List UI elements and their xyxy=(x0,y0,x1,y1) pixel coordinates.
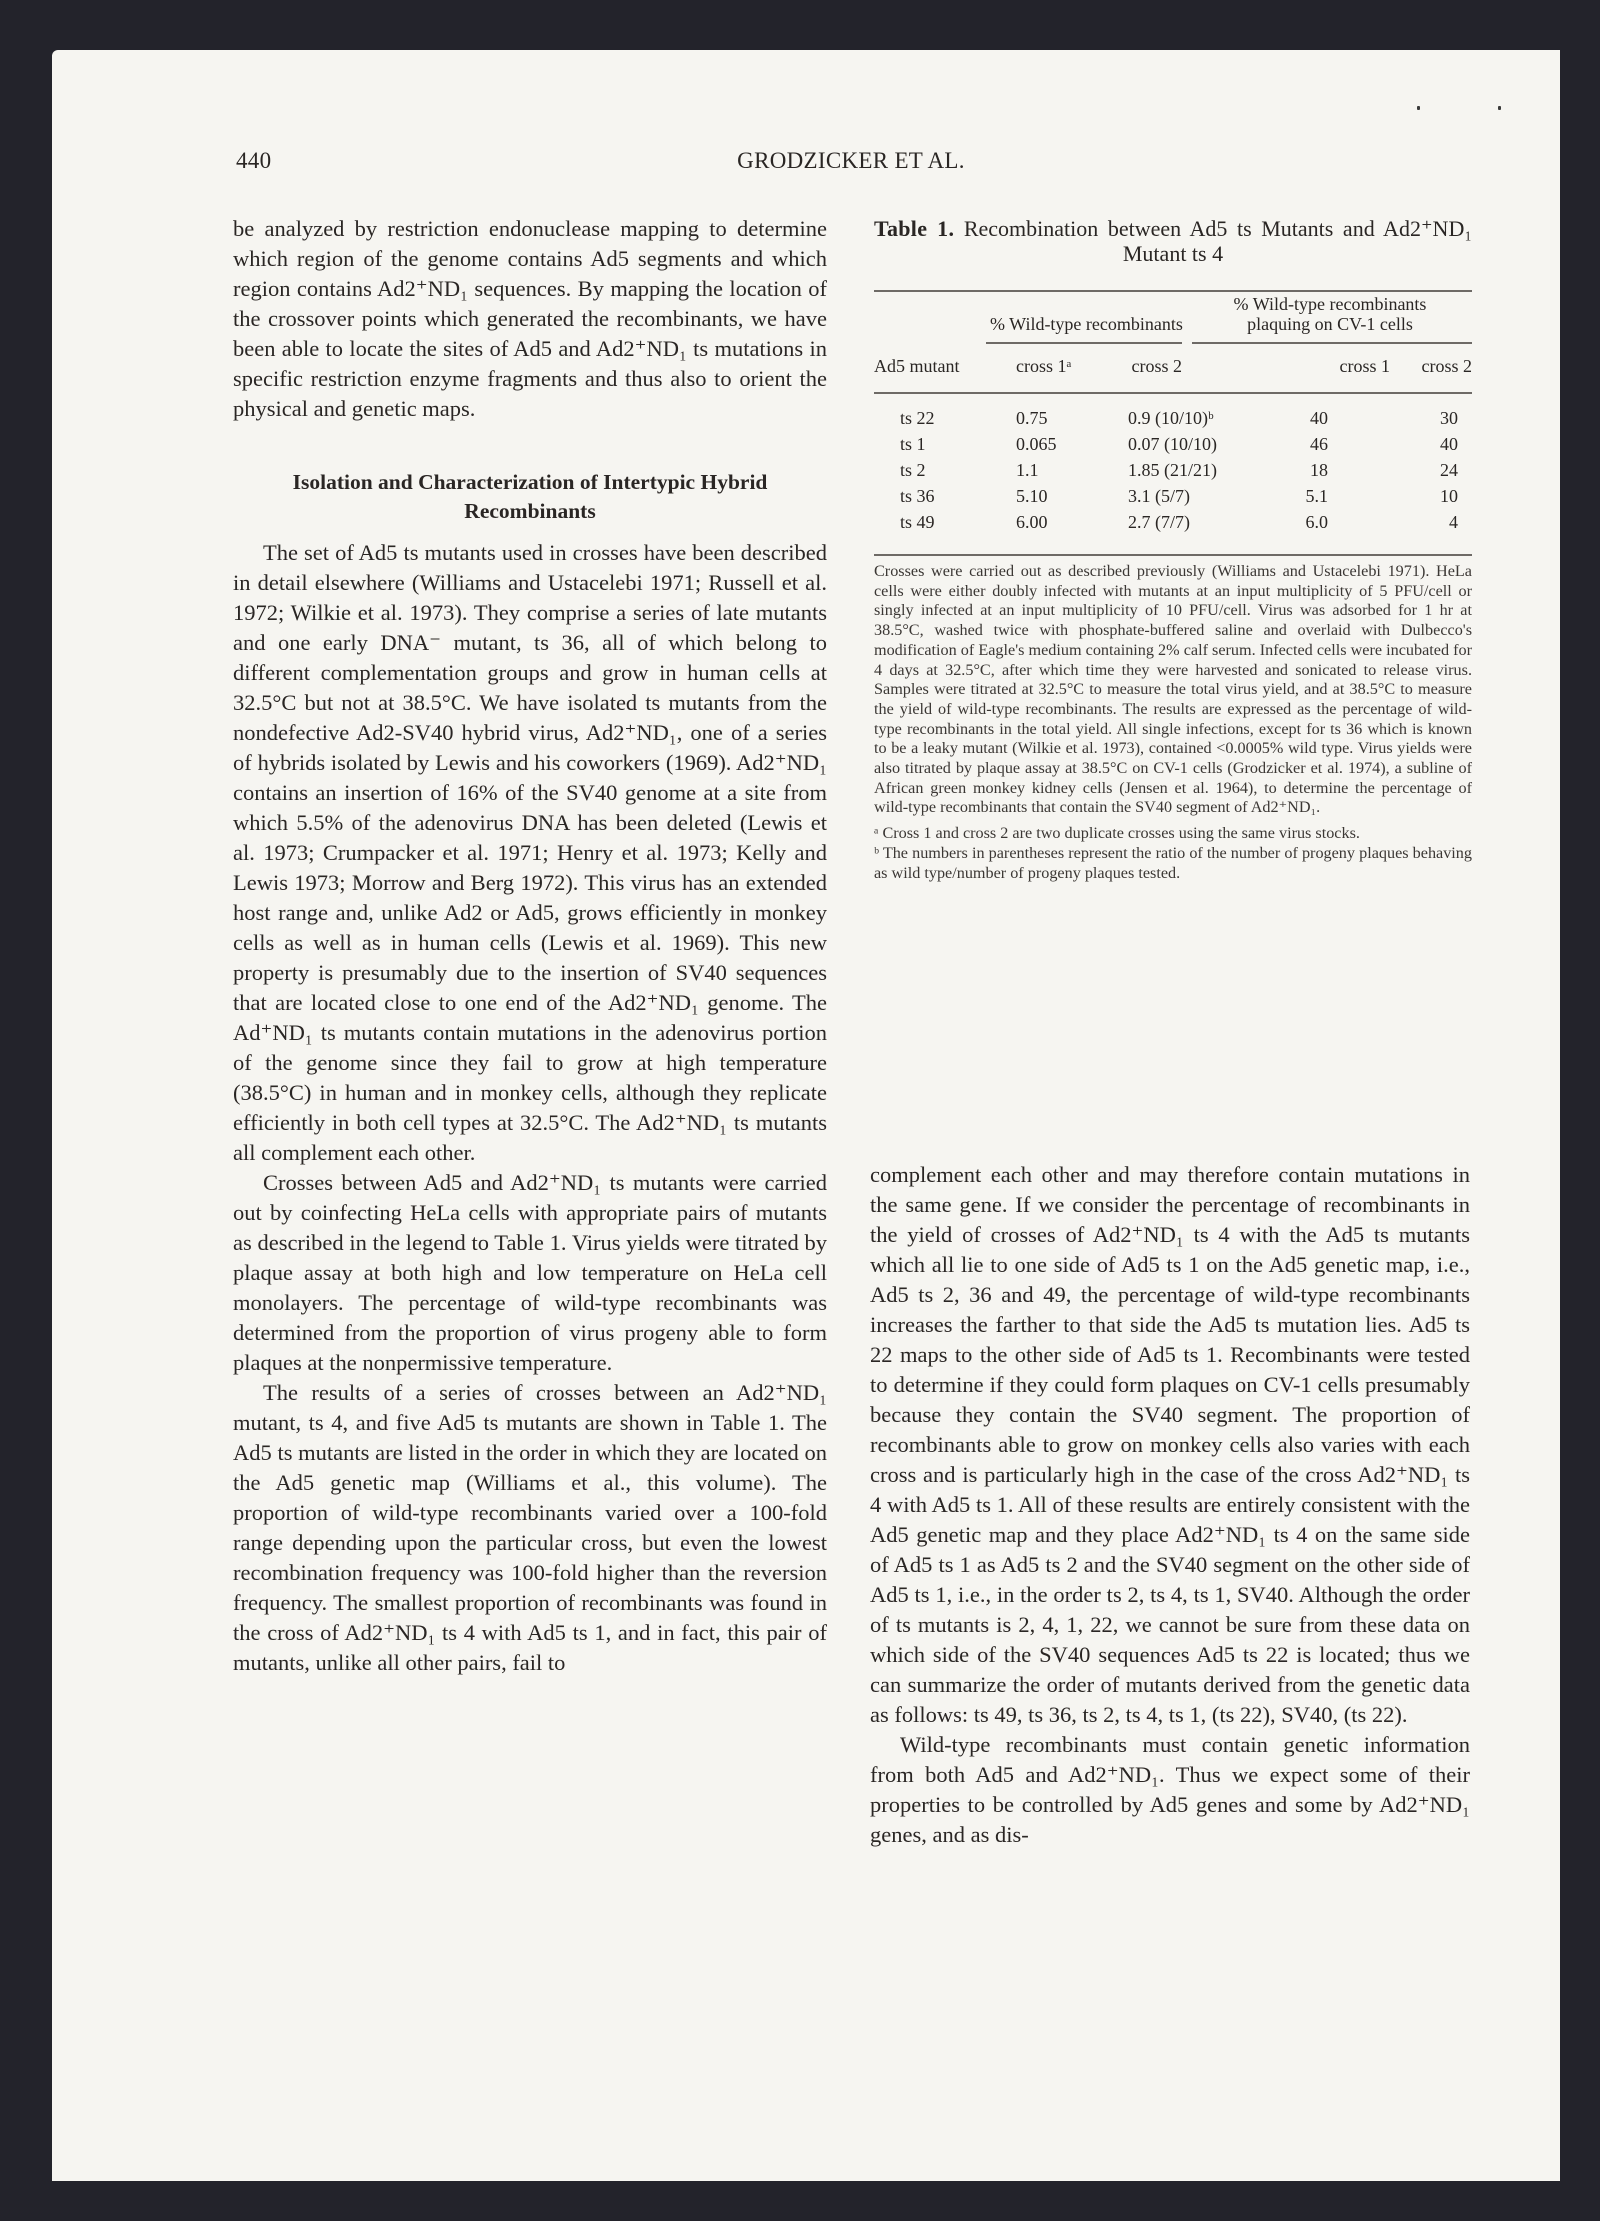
group-rule-2 xyxy=(1192,342,1472,344)
col-header: cross 1 xyxy=(1339,356,1390,376)
group-header-wild-type: % Wild-type recombinants xyxy=(990,314,1183,334)
table-cell: 40 xyxy=(1440,434,1458,454)
table-cell: 3.1 (5/7) xyxy=(1128,486,1190,506)
table-cell: 0.065 xyxy=(1016,434,1057,454)
row-mutant-label: ts 49 xyxy=(900,512,935,532)
table-cell: 1.1 xyxy=(1016,460,1039,480)
table-cell: 5.1 xyxy=(1305,486,1328,506)
table-label: Table 1. xyxy=(874,216,955,241)
col-header: cross 1ᵃ xyxy=(1016,356,1072,376)
table-cell: 6.00 xyxy=(1016,512,1048,532)
paragraph: The results of a series of crosses between an Ad2⁺ND₁ mutant, ts 4, and five Ad5 ts mutants are shown in Table 1. The Ad5 ts mutants are listed in the order in which they are located on the Ad5 genetic map (Williams et al., this volume). The proportion of wild-type recombinants varied over a 100-fold range depending upon the particular cross, but even the lowest recombination frequency was 100-fold higher than the reversion frequency. The smallest proportion of recombinants was found in the cross of Ad2⁺ND₁ ts 4 with Ad5 ts 1, and in fact, this pair of mutants, unlike all other pairs, fail to xyxy=(233,1380,827,1675)
table-cell: 30 xyxy=(1440,408,1458,428)
table-cell: 6.0 xyxy=(1305,512,1328,532)
footnote-b: ᵇ The numbers in parentheses represent the ratio of the number of progeny plaques behaving as wild type/number of progeny plaques tested. xyxy=(874,843,1472,882)
col-header: cross 2 xyxy=(1421,356,1472,376)
paragraph: complement each other and may therefore contain mutations in the same gene. If we consider the percentage of recombinants in the yield of crosses of Ad2⁺ND₁ ts 4 with the Ad5 ts mutants which all lie to one side of Ad5 ts 1 on the Ad5 genetic map, i.e., Ad5 ts 2, 36 and 49, the percentage of wild-type recombinants increases the farther to that side the Ad5 ts mutation lies. Ad5 ts 22 maps to the other side of Ad5 ts 1. Recombinants were tested to determine if they could form plaques on CV-1 cells presumably because they contain the SV40 segment. The proportion of recombinants able to grow on monkey cells also varies with each cross and is particularly high in the case of the cross Ad2⁺ND₁ ts 4 with Ad5 ts 1. All of these results are entirely consistent with the Ad5 genetic map and they place Ad2⁺ND₁ ts 4 on the same side of Ad5 ts 1 as Ad5 ts 2 and the SV40 segment on the other side of Ad5 ts 1, i.e., in the order ts 2, ts 4, ts 1, SV40. Although the order of ts mutants is 2, 4, 1, 22, we cannot be sure from these data on which side of the SV40 sequences Ad5 ts 22 is located; thus we can summarize the order of mutants derived from the genetic data as follows: ts 49, ts 36, ts 2, ts 4, ts 1, (ts 22), SV40, (ts 22). xyxy=(870,1162,1470,1727)
section-heading: Isolation and Characterization of Intertypic Hybrid Recombinants xyxy=(292,470,768,523)
table-cell: 0.9 (10/10)ᵇ xyxy=(1128,408,1214,428)
speck xyxy=(1498,106,1501,110)
running-title: GRODZICKER ET AL. xyxy=(737,148,965,173)
left-column xyxy=(233,214,827,1678)
page-number: 440 xyxy=(236,148,272,173)
right-column xyxy=(870,1160,1470,1850)
table-cell: 18 xyxy=(1310,460,1328,480)
col-header: cross 2 xyxy=(1131,356,1182,376)
row-mutant-label: ts 36 xyxy=(900,486,935,506)
table-1 xyxy=(874,216,1472,883)
table-bottom-rule xyxy=(874,554,1472,556)
table-caption xyxy=(874,216,1472,266)
table-cell: 40 xyxy=(1310,408,1328,428)
paragraph: The set of Ad5 ts mutants used in crosses have been described in detail elsewhere (Williams and Ustacelebi 1971; Russell et al. 1972; Wilkie et al. 1973). They comprise a series of late mutants and one early DNA⁻ mutant, ts 36, all of which belong to different complementation groups and grow in human cells at 32.5°C but not at 38.5°C. We have isolated ts mutants from the nondefective Ad2-SV40 hybrid virus, Ad2⁺ND₁, one of a series of hybrids isolated by Lewis and his coworkers (1969). Ad2⁺ND₁ contains an insertion of 16% of the SV40 genome at a site from which 5.5% of the adenovirus DNA has been deleted (Lewis et al. 1973; Crumpacker et al. 1971; Henry et al. 1973; Kelly and Lewis 1973; Morrow and Berg 1972). This virus has an extended host range and, unlike Ad2 or Ad5, grows efficiently in monkey cells as well as in human cells (Lewis et al. 1969). This new property is presumably due to the insertion of SV40 sequences that are located close to one end of the Ad2⁺ND₁ genome. The Ad⁺ND₁ ts mutants contain mutations in the adenovirus portion of the genome since they fail to grow at high temperature (38.5°C) in human and in monkey cells, although they replicate efficiently in both cell types at 32.5°C. The Ad2⁺ND₁ ts mutants all complement each other. xyxy=(233,540,827,1165)
table-cell: 46 xyxy=(1310,434,1328,454)
table-cell: 5.10 xyxy=(1016,486,1048,506)
header-rule xyxy=(874,392,1472,394)
col-header: Ad5 mutant xyxy=(874,356,960,376)
paragraph: be analyzed by restriction endonuclease mapping to determine which region of the genome contains Ad5 segments and which region contains Ad2⁺ND₁ sequences. By mapping the location of the crossover points which generated the recombinants, we have been able to locate the sites of Ad5 and Ad2⁺ND₁ ts mutations in specific restriction enzyme fragments and thus also to orient the physical and genetic maps. xyxy=(233,216,827,421)
table-title: Recombination between Ad5 ts Mutants and Ad2⁺ND₁ Mutant ts 4 xyxy=(963,216,1473,266)
table-body xyxy=(874,292,1472,622)
legend-text: Crosses were carried out as described previously (Williams and Ustacelebi 1971). HeLa cells were either doubly infected with mutants at an input multiplicity of 5 PFU/cell or singly infected at an input multiplicity of 10 PFU/cell. Virus was adsorbed for 1 hr at 38.5°C, washed twice with phosphate-buffered saline and overlaid with Dulbecco's modification of Eagle's medium containing 2% calf serum. Infected cells were incubated for 4 days at 32.5°C, after which time they were harvested and sonicated to release virus. Samples were titrated at 32.5°C to measure the total virus yield, and at 38.5°C to measure the yield of wild-type recombinants. The results are expressed as the percentage of wild-type recombinants in the total yield. All single infections, except for ts 36 which is known to be a leaky mutant (Wilkie et al. 1973), contained <0.0005% wild type. Virus yields were also titrated by plaque assay at 38.5°C on CV-1 cells (Grodzicker et al. 1974), a subline of African green monkey kidney cells (Jensen et al. 1964), to determine the percentage of wild-type recombinants that contain the SV40 segment of Ad2⁺ND₁. xyxy=(874,562,1472,817)
footnote-a: ᵃ Cross 1 and cross 2 are two duplicate crosses using the same virus stocks. xyxy=(874,824,1360,843)
table-cell: 10 xyxy=(1440,486,1458,506)
table-cell: 2.7 (7/7) xyxy=(1128,512,1190,532)
table-cell: 1.85 (21/21) xyxy=(1128,460,1217,480)
table-cell: 24 xyxy=(1440,460,1458,480)
speck xyxy=(1417,106,1420,110)
group-header-cv1-line2: plaquing on CV-1 cells xyxy=(1247,314,1413,334)
table-cell: 0.75 xyxy=(1016,408,1048,428)
row-mutant-label: ts 2 xyxy=(900,460,926,480)
group-rule-1 xyxy=(986,342,1182,344)
row-mutant-label: ts 22 xyxy=(900,408,935,428)
table-cell: 0.07 (10/10) xyxy=(1128,434,1217,454)
row-mutant-label: ts 1 xyxy=(900,434,926,454)
table-cell: 4 xyxy=(1449,512,1458,532)
paragraph: Wild-type recombinants must contain genetic information from both Ad5 and Ad2⁺ND₁. Thus we expect some of their properties to be controlled by Ad5 genes and some by Ad2⁺ND₁ genes, and as dis- xyxy=(870,1732,1470,1847)
group-header-cv1-line1: % Wild-type recombinants xyxy=(1233,294,1427,314)
paragraph: Crosses between Ad5 and Ad2⁺ND₁ ts mutants were carried out by coinfecting HeLa cells with appropriate pairs of mutants as described in the legend to Table 1. Virus yields were titrated by plaque assay at both high and low temperature on HeLa cell monolayers. The percentage of wild-type recombinants was determined from the proportion of virus progeny able to form plaques at the nonpermissive temperature. xyxy=(233,1170,827,1375)
